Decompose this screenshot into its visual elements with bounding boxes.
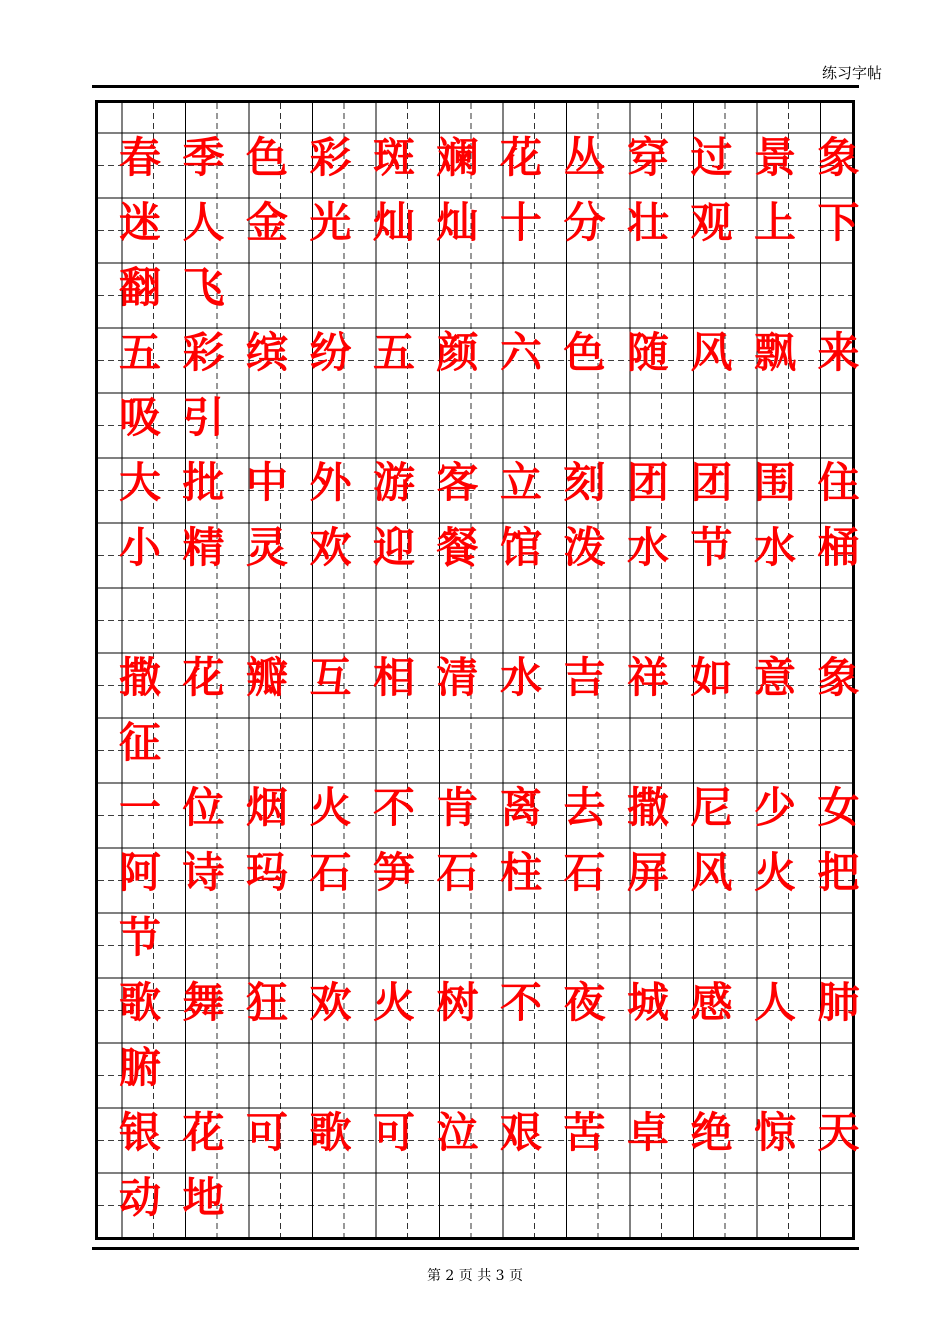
practice-character: 一 [118,783,161,832]
footer-page-suffix: 页 共 [458,1268,492,1284]
practice-character: 观 [690,198,733,247]
practice-character: 下 [817,198,860,247]
footer-page-number: 2 [445,1268,455,1284]
practice-character: 肯 [436,783,479,832]
practice-character: 诗 [182,848,225,897]
practice-character: 可 [245,1108,288,1157]
practice-character: 可 [372,1108,415,1157]
practice-character: 地 [182,1173,225,1222]
practice-character: 壮 [626,198,669,247]
practice-character: 惊 [753,1108,796,1157]
practice-character: 飘 [753,328,796,377]
practice-character: 春 [118,133,161,182]
practice-character: 翻 [118,263,161,312]
practice-character: 不 [499,978,542,1027]
practice-character: 泼 [563,523,606,572]
practice-character: 缤 [245,328,288,377]
practice-character: 飞 [182,263,225,312]
practice-character: 女 [817,783,860,832]
practice-character: 玛 [245,848,288,897]
practice-character: 天 [817,1108,860,1157]
practice-character: 丛 [563,133,606,182]
practice-character: 颜 [436,328,479,377]
practice-character: 灿 [436,198,479,247]
practice-character: 笋 [372,848,415,897]
practice-character: 五 [372,328,415,377]
practice-character: 吸 [118,393,161,442]
practice-character: 随 [626,328,669,377]
practice-character: 迷 [118,198,161,247]
practice-character: 不 [372,783,415,832]
practice-character: 象 [817,653,860,702]
practice-character: 清 [436,653,479,702]
practice-character: 斑 [372,133,415,182]
practice-character: 围 [753,458,796,507]
practice-character: 大 [118,458,161,507]
practice-character: 苦 [563,1108,606,1157]
practice-character: 石 [563,848,606,897]
practice-character: 游 [372,458,415,507]
practice-character: 水 [499,653,542,702]
practice-character: 火 [753,848,796,897]
practice-character: 精 [182,523,225,572]
practice-character: 祥 [626,653,669,702]
practice-character: 相 [372,653,415,702]
footer-total-suffix: 页 [509,1268,524,1284]
practice-character: 去 [563,783,606,832]
practice-character: 把 [817,848,860,897]
practice-character: 位 [182,783,225,832]
practice-character: 泣 [436,1108,479,1157]
practice-character: 立 [499,458,542,507]
practice-character: 舞 [182,978,225,1027]
footer-rule [92,1247,859,1250]
practice-character: 象 [817,133,860,182]
practice-character: 互 [309,653,352,702]
practice-character: 引 [182,393,225,442]
practice-character: 屏 [626,848,669,897]
practice-character: 节 [690,523,733,572]
practice-character: 色 [245,133,288,182]
practice-character: 水 [753,523,796,572]
footer-page-label: 第 [426,1268,441,1284]
practice-character: 意 [753,653,796,702]
practice-character: 撒 [626,783,669,832]
practice-character: 灿 [372,198,415,247]
practice-character: 如 [690,653,733,702]
practice-character: 尼 [690,783,733,832]
practice-character: 金 [245,198,288,247]
practice-character: 艰 [499,1108,542,1157]
practice-character: 卓 [626,1108,669,1157]
practice-character: 风 [690,848,733,897]
practice-character: 节 [118,913,161,962]
practice-character: 人 [753,978,796,1027]
practice-character: 火 [372,978,415,1027]
practice-character: 歌 [309,1108,352,1157]
practice-character: 穿 [626,133,669,182]
practice-character: 灵 [245,523,288,572]
practice-character: 刻 [563,458,606,507]
practice-character: 十 [499,198,542,247]
practice-character: 分 [563,198,606,247]
practice-character: 吉 [563,653,606,702]
page-header-title: 练习字帖 [821,64,882,82]
practice-character: 团 [626,458,669,507]
practice-character: 上 [753,198,796,247]
practice-character: 夜 [563,978,606,1027]
practice-character: 感 [690,978,733,1027]
practice-character: 外 [309,458,352,507]
practice-character: 光 [309,198,352,247]
practice-character: 五 [118,328,161,377]
practice-character: 绝 [690,1108,733,1157]
footer-total-pages: 3 [495,1268,505,1284]
practice-character: 馆 [499,523,542,572]
practice-character: 彩 [182,328,225,377]
practice-character: 桶 [817,523,860,572]
practice-character: 小 [118,523,161,572]
practice-character: 风 [690,328,733,377]
practice-character: 色 [563,328,606,377]
practice-character: 花 [499,133,542,182]
practice-character: 烟 [245,783,288,832]
practice-character: 客 [436,458,479,507]
practice-character: 动 [118,1173,161,1222]
practice-character: 批 [182,458,225,507]
practice-character: 水 [626,523,669,572]
practice-character: 狂 [245,978,288,1027]
practice-grid-frame [95,100,860,1240]
practice-character: 中 [245,458,288,507]
practice-character: 季 [182,133,225,182]
practice-character: 纷 [309,328,352,377]
practice-character: 餐 [436,523,479,572]
practice-character: 撒 [118,653,161,702]
practice-character: 树 [436,978,479,1027]
practice-character: 瓣 [245,653,288,702]
practice-character: 少 [753,783,796,832]
header-rule [92,85,859,88]
practice-character: 花 [182,653,225,702]
practice-character: 歌 [118,978,161,1027]
practice-character: 花 [182,1108,225,1157]
practice-character: 景 [753,133,796,182]
practice-character: 石 [436,848,479,897]
practice-character: 石 [309,848,352,897]
practice-character: 人 [182,198,225,247]
character-lines [98,103,860,1237]
practice-character: 肺 [817,978,860,1027]
practice-character: 六 [499,328,542,377]
practice-character: 征 [118,718,161,767]
practice-character: 城 [626,978,669,1027]
practice-character: 阿 [118,848,161,897]
practice-character: 火 [309,783,352,832]
practice-character: 银 [118,1108,161,1157]
practice-character: 离 [499,783,542,832]
practice-character: 彩 [309,133,352,182]
page-footer [0,1265,950,1285]
practice-character: 斓 [436,133,479,182]
practice-character: 来 [817,328,860,377]
practice-character: 腑 [118,1043,161,1092]
practice-character: 欢 [309,523,352,572]
practice-character: 迎 [372,523,415,572]
practice-character: 住 [817,458,860,507]
practice-character: 团 [690,458,733,507]
practice-character: 欢 [309,978,352,1027]
practice-character: 过 [690,133,733,182]
practice-character: 柱 [499,848,542,897]
